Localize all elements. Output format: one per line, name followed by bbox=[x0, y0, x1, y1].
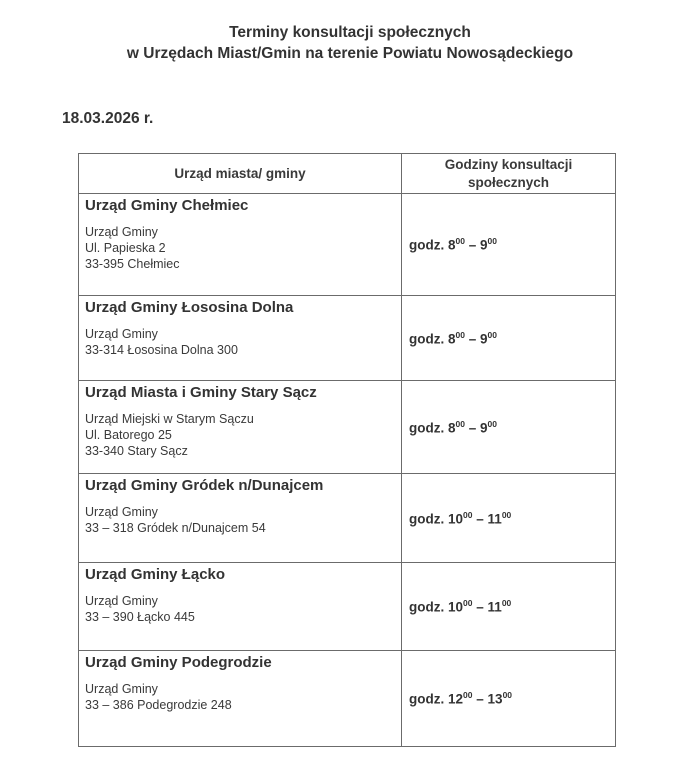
consultation-hours bbox=[409, 419, 615, 436]
range-separator: – bbox=[472, 691, 488, 707]
hours-cell bbox=[402, 651, 616, 747]
hours-cell bbox=[402, 563, 616, 651]
table-row bbox=[79, 296, 616, 381]
to-hour: 9 bbox=[480, 237, 488, 253]
consultation-hours bbox=[409, 690, 615, 707]
hours-cell bbox=[402, 381, 616, 474]
to-hour: 9 bbox=[480, 420, 488, 436]
address-line: Urząd Gminy bbox=[85, 682, 158, 696]
document-date: 18.03.2026 r. bbox=[62, 110, 154, 127]
to-minutes: 00 bbox=[501, 509, 512, 520]
hours-cell bbox=[402, 194, 616, 296]
consultation-hours bbox=[409, 236, 615, 253]
office-cell bbox=[79, 563, 402, 651]
table-row bbox=[79, 381, 616, 474]
to-hour: 11 bbox=[487, 511, 502, 527]
title-line-2: w Urzędach Miast/Gmin na terenie Powiatu Nowosądeckiego bbox=[126, 45, 574, 62]
hours-cell bbox=[402, 296, 616, 381]
hours-prefix: godz. bbox=[409, 511, 445, 527]
to-hour: 9 bbox=[480, 331, 488, 347]
office-name: Urząd Gminy Łososina Dolna bbox=[85, 299, 294, 316]
office-name: Urząd Miasta i Gminy Stary Sącz bbox=[85, 384, 317, 401]
office-address bbox=[85, 504, 401, 536]
office-cell bbox=[79, 651, 402, 747]
office-cell bbox=[79, 194, 402, 296]
hours-prefix: godz. bbox=[409, 331, 445, 347]
hours-prefix: godz. bbox=[409, 420, 445, 436]
range-separator: – bbox=[472, 599, 488, 615]
range-separator: – bbox=[465, 331, 481, 347]
office-address bbox=[85, 593, 401, 625]
address-line: Urząd Gminy bbox=[85, 505, 158, 519]
table-row bbox=[79, 563, 616, 651]
office-cell bbox=[79, 296, 402, 381]
from-hour: 8 bbox=[448, 237, 456, 253]
office-cell bbox=[79, 474, 402, 563]
office-address bbox=[85, 224, 401, 272]
consultation-hours bbox=[409, 510, 615, 527]
consultation-hours bbox=[409, 330, 615, 347]
address-line: 33-340 Stary Sącz bbox=[85, 444, 188, 458]
address-line: 33 – 390 Łącko 445 bbox=[85, 610, 195, 624]
from-hour: 10 bbox=[448, 599, 464, 615]
table-row bbox=[79, 651, 616, 747]
hours-cell bbox=[402, 474, 616, 563]
address-line: 33-314 Łososina Dolna 300 bbox=[85, 343, 238, 357]
hours-prefix: godz. bbox=[409, 691, 445, 707]
address-line: Urząd Miejski w Starym Sączu bbox=[85, 412, 254, 426]
hours-prefix: godz. bbox=[409, 599, 445, 615]
from-hour: 10 bbox=[448, 511, 464, 527]
to-hour: 11 bbox=[487, 599, 502, 615]
from-hour: 12 bbox=[448, 691, 464, 707]
address-line: 33 – 318 Gródek n/Dunajcem 54 bbox=[85, 521, 266, 535]
header-hours: Godziny konsultacji społecznych bbox=[402, 154, 616, 194]
to-minutes: 00 bbox=[487, 236, 497, 247]
range-separator: – bbox=[465, 237, 481, 253]
office-address bbox=[85, 411, 401, 459]
office-cell bbox=[79, 381, 402, 474]
address-line: Ul. Papieska 2 bbox=[85, 241, 166, 255]
from-minutes: 00 bbox=[455, 418, 465, 429]
title-line-1: Terminy konsultacji społecznych bbox=[229, 24, 471, 41]
from-minutes: 00 bbox=[463, 598, 473, 609]
to-minutes: 00 bbox=[502, 690, 513, 701]
consultation-table bbox=[78, 153, 616, 747]
address-line: 33 – 386 Podegrodzie 248 bbox=[85, 698, 232, 712]
office-address bbox=[85, 681, 401, 713]
hours-prefix: godz. bbox=[409, 237, 445, 253]
from-minutes: 00 bbox=[455, 329, 465, 340]
office-name: Urząd Gminy Łącko bbox=[85, 566, 226, 583]
address-line: Urząd Gminy bbox=[85, 225, 158, 239]
document-title bbox=[0, 22, 700, 64]
address-line: Urząd Gminy bbox=[85, 327, 158, 341]
to-minutes: 00 bbox=[487, 418, 497, 429]
from-hour: 8 bbox=[448, 420, 456, 436]
table-row bbox=[79, 194, 616, 296]
from-minutes: 00 bbox=[463, 509, 473, 520]
address-line: Urząd Gminy bbox=[85, 594, 158, 608]
address-line: 33-395 Chełmiec bbox=[85, 257, 180, 271]
from-minutes: 00 bbox=[463, 690, 473, 701]
from-hour: 8 bbox=[448, 331, 456, 347]
range-separator: – bbox=[472, 511, 488, 527]
office-address bbox=[85, 326, 401, 358]
office-name: Urząd Gminy Gródek n/Dunajcem bbox=[85, 477, 324, 494]
to-hour: 13 bbox=[487, 691, 503, 707]
table-row bbox=[79, 474, 616, 563]
office-name: Urząd Gminy Chełmiec bbox=[85, 197, 249, 214]
to-minutes: 00 bbox=[487, 329, 497, 340]
address-line: Ul. Batorego 25 bbox=[85, 428, 172, 442]
range-separator: – bbox=[465, 420, 481, 436]
office-name: Urząd Gminy Podegrodzie bbox=[85, 654, 272, 671]
table-header-row bbox=[79, 154, 616, 194]
consultation-hours bbox=[409, 598, 615, 615]
header-office: Urząd miasta/ gminy bbox=[79, 154, 402, 194]
from-minutes: 00 bbox=[455, 236, 465, 247]
to-minutes: 00 bbox=[501, 598, 512, 609]
